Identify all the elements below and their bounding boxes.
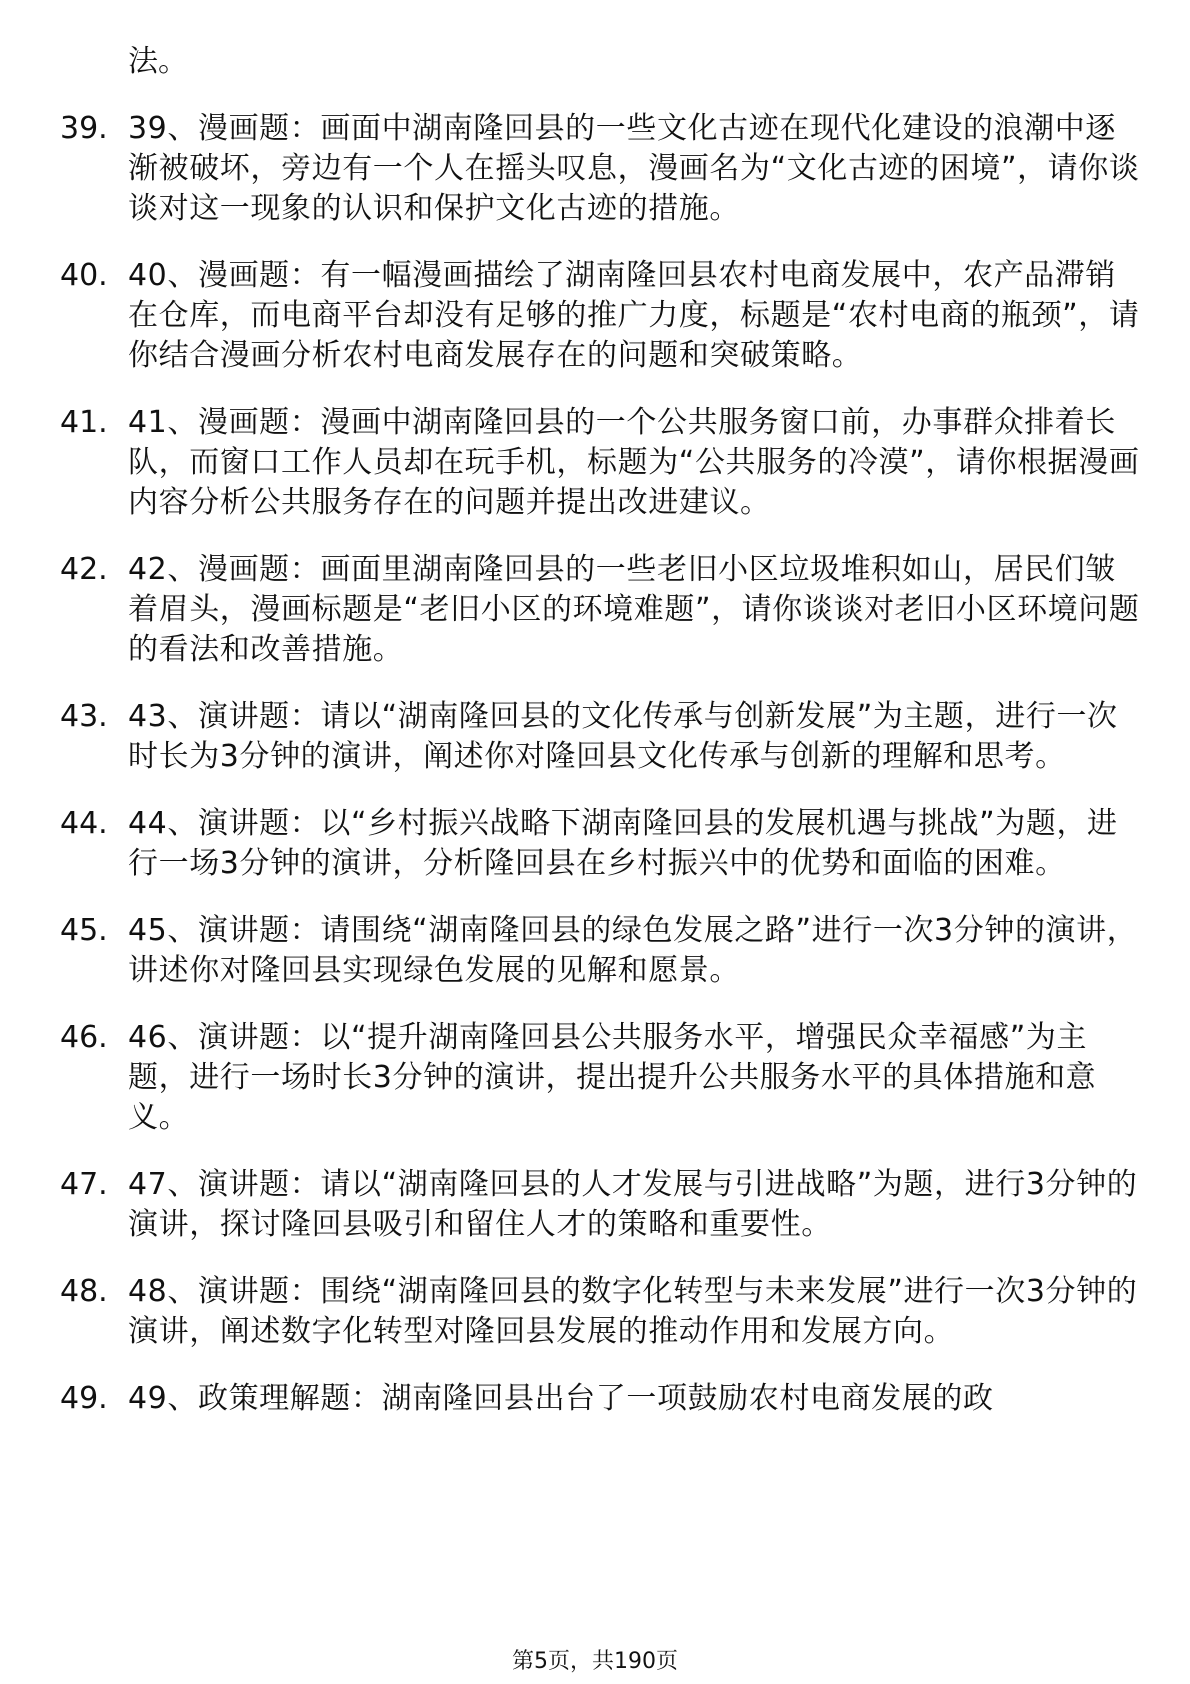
item-number: 49. bbox=[60, 1381, 108, 1416]
item-text: 45、演讲题：请围绕“湖南隆回县的绿色发展之路”进行一次3分钟的演讲，讲述你对隆回县实现绿色发展的见解和愿景。 bbox=[128, 913, 1138, 988]
item-number: 45. bbox=[60, 913, 108, 948]
list-item bbox=[60, 1272, 1140, 1352]
list-item bbox=[60, 256, 1140, 376]
list-item bbox=[60, 804, 1140, 884]
list-item bbox=[60, 550, 1140, 670]
item-number: 41. bbox=[60, 405, 108, 440]
question-list bbox=[60, 42, 1140, 1446]
item-text: 42、漫画题：画面里湖南隆回县的一些老旧小区垃圾堆积如山，居民们皱着眉头，漫画标题是“老旧小区的环境难题”，请你谈谈对老旧小区环境问题的看法和改善措施。 bbox=[128, 552, 1140, 667]
continuation-text: 法。 bbox=[128, 44, 188, 79]
list-item bbox=[60, 1379, 1140, 1419]
item-text: 49、政策理解题：湖南隆回县出台了一项鼓励农村电商发展的政 bbox=[128, 1381, 994, 1416]
item-text: 48、演讲题：围绕“湖南隆回县的数字化转型与未来发展”进行一次3分钟的演讲，阐述数字化转型对隆回县发展的推动作用和发展方向。 bbox=[128, 1274, 1138, 1349]
list-item bbox=[60, 403, 1140, 523]
item-number: 46. bbox=[60, 1020, 108, 1055]
item-text: 44、演讲题：以“乡村振兴战略下湖南隆回县的发展机遇与挑战”为题，进行一场3分钟的演讲，分析隆回县在乡村振兴中的优势和面临的困难。 bbox=[128, 806, 1118, 881]
item-text: 40、漫画题：有一幅漫画描绘了湖南隆回县农村电商发展中，农产品滞销在仓库，而电商平台却没有足够的推广力度，标题是“农村电商的瓶颈”，请你结合漫画分析农村电商发展存在的问题和突破策略。 bbox=[128, 258, 1140, 373]
item-number: 47. bbox=[60, 1167, 108, 1202]
list-item bbox=[60, 697, 1140, 777]
item-number: 42. bbox=[60, 552, 108, 587]
item-text: 39、漫画题：画面中湖南隆回县的一些文化古迹在现代化建设的浪潮中逐渐被破坏，旁边有一个人在摇头叹息，漫画名为“文化古迹的困境”，请你谈谈对这一现象的认识和保护文化古迹的措施。 bbox=[128, 111, 1140, 226]
item-text: 47、演讲题：请以“湖南隆回县的人才发展与引进战略”为题，进行3分钟的演讲，探讨隆回县吸引和留住人才的策略和重要性。 bbox=[128, 1167, 1138, 1242]
item-number: 44. bbox=[60, 806, 108, 841]
item-number: 43. bbox=[60, 699, 108, 734]
item-number: 40. bbox=[60, 258, 108, 293]
item-text: 46、演讲题：以“提升湖南隆回县公共服务水平，增强民众幸福感”为主题，进行一场时长3分钟的演讲，提出提升公共服务水平的具体措施和意义。 bbox=[128, 1020, 1097, 1135]
item-number: 39. bbox=[60, 111, 108, 146]
list-item bbox=[60, 1165, 1140, 1245]
list-item bbox=[60, 109, 1140, 229]
list-item bbox=[60, 911, 1140, 991]
page-footer: 第5页，共190页 bbox=[512, 1649, 678, 1674]
item-number: 48. bbox=[60, 1274, 108, 1309]
item-text: 43、演讲题：请以“湖南隆回县的文化传承与创新发展”为主题，进行一次时长为3分钟的演讲，阐述你对隆回县文化传承与创新的理解和思考。 bbox=[128, 699, 1118, 774]
list-item bbox=[60, 1018, 1140, 1138]
item-text: 41、漫画题：漫画中湖南隆回县的一个公共服务窗口前，办事群众排着长队，而窗口工作人员却在玩手机，标题为“公共服务的冷漠”，请你根据漫画内容分析公共服务存在的问题并提出改进建议。 bbox=[128, 405, 1140, 520]
